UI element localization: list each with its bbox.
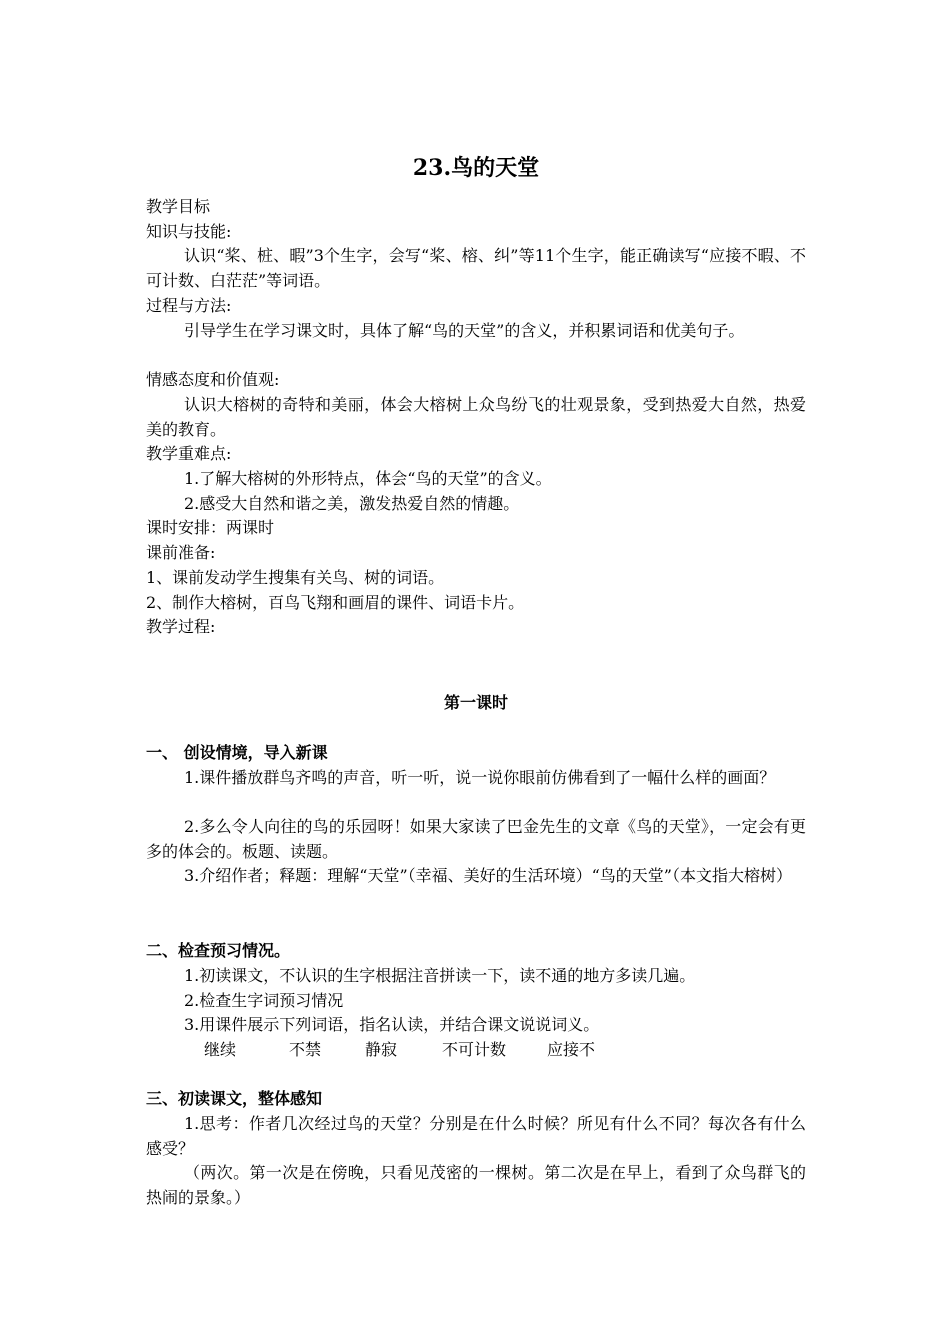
objectives-heading: 教学目标	[146, 197, 211, 216]
process-text: 引导学生在学习课文时，具体了解“鸟的天堂”的含义，并积累词语和优美句子。	[184, 321, 745, 340]
process-heading: 教学过程:	[146, 617, 216, 636]
section-heading: 二、检查预习情况。	[146, 941, 291, 960]
vocab-word: 不禁	[289, 1040, 322, 1059]
section-item: 3.介绍作者；释题：理解“天堂”（幸福、美好的生活环境）“鸟的天堂”（本文指大榕树）	[184, 866, 792, 885]
section-heading: 三、初读课文，整体感知	[146, 1089, 323, 1108]
document-title: 23.鸟的天堂	[412, 155, 540, 181]
lesson-title: 第一课时	[443, 693, 508, 712]
knowledge-text: 认识“桨、桩、暇”3个生字，会写“桨、榕、纠”等11个生字，能正确读写“应接不暇、不可计数、白茫茫”等词语。	[146, 246, 806, 290]
section-heading: 一、 创设情境，导入新课	[146, 743, 328, 762]
section-item: 1.思考：作者几次经过鸟的天堂？分别是在什么时候？所见有什么不同？每次各有什么感受？	[146, 1114, 806, 1158]
preparation-item: 1、课前发动学生搜集有关鸟、树的词语。	[146, 568, 445, 587]
key-points-heading: 教学重难点:	[146, 444, 232, 463]
section-item: 1.课件播放群鸟齐鸣的声音，听一听，说一说你眼前仿佛看到了一幅什么样的画面？	[184, 768, 776, 787]
key-point-item: 2.感受大自然和谐之美，激发热爱自然的情趣。	[184, 494, 520, 513]
process-label: 过程与方法:	[146, 296, 232, 315]
section-item: 1.初读课文，不认识的生字根据注音拼读一下，读不通的地方多读几遍。	[184, 966, 696, 985]
section-item: （两次。第一次是在傍晚，只看见茂密的一棵树。第二次是在早上，看到了众鸟群飞的热闹的景象。）	[146, 1163, 806, 1207]
emotion-label: 情感态度和价值观:	[146, 370, 280, 389]
schedule: 课时安排：两课时	[146, 518, 275, 537]
preparation-heading: 课前准备:	[146, 543, 216, 562]
vocab-word: 继续	[204, 1040, 237, 1059]
section-item: 2.多么令人向往的鸟的乐园呀！如果大家读了巴金先生的文章《鸟的天堂》，一定会有更多的体会的。板题、读题。	[146, 817, 806, 861]
vocab-word: 静寂	[365, 1040, 398, 1059]
key-point-item: 1.了解大榕树的外形特点，体会“鸟的天堂”的含义。	[184, 469, 552, 488]
emotion-text: 认识大榕树的奇特和美丽，体会大榕树上众鸟纷飞的壮观景象，受到热爱大自然，热爱美的教育。	[146, 395, 806, 439]
section-item: 3.用课件展示下列词语，指名认读，并结合课文说说词义。	[184, 1015, 600, 1034]
preparation-item: 2、制作大榕树，百鸟飞翔和画眉的课件、词语卡片。	[146, 593, 525, 612]
knowledge-label: 知识与技能:	[146, 222, 232, 241]
vocab-word: 应接不	[547, 1040, 596, 1059]
vocab-word: 不可计数	[442, 1040, 507, 1059]
section-item: 2.检查生字词预习情况	[184, 991, 344, 1010]
